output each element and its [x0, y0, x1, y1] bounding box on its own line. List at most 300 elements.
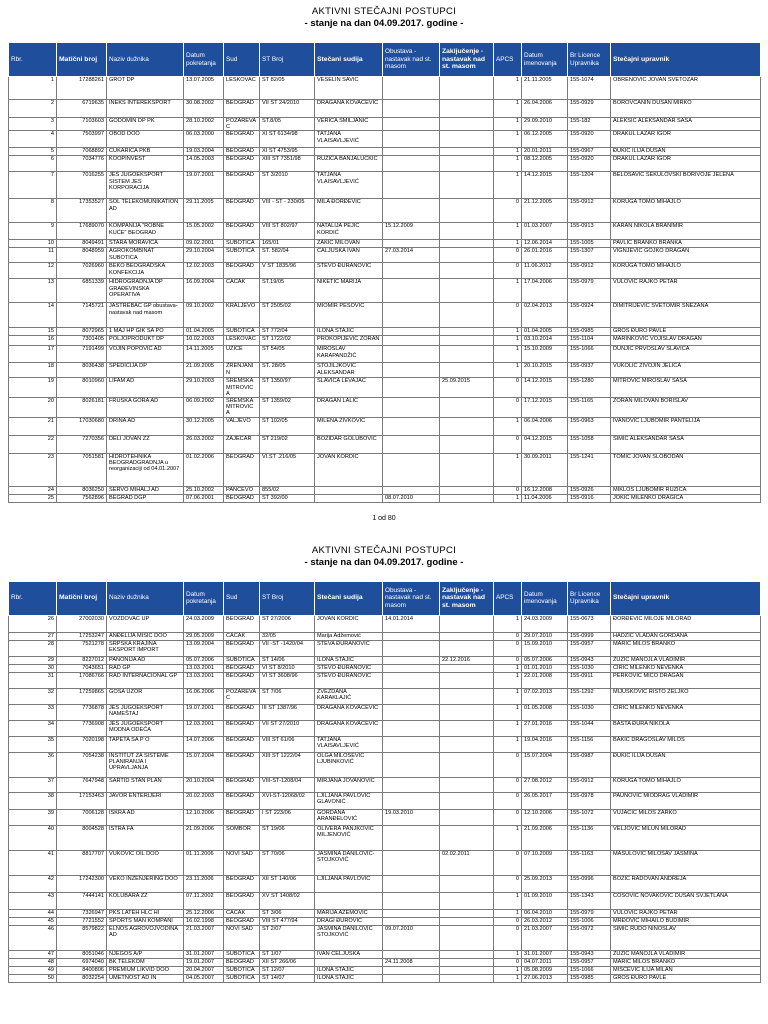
maticni-broj-cell: 8049491 — [57, 240, 107, 248]
obustava-cell — [383, 240, 440, 248]
datum-imenovanja-cell: 22.01.2008 — [522, 672, 568, 688]
rbr-cell: 2 — [9, 100, 57, 118]
rbr-cell: 36 — [9, 752, 57, 777]
licenca-cell: 155-0957 — [568, 958, 611, 966]
st-broj-cell: XI ST 4753/95 — [260, 148, 315, 156]
zakljucenje-cell — [440, 363, 494, 378]
column-header-lic: Br Licence Upravnika — [568, 43, 611, 77]
obustava-cell — [383, 825, 440, 850]
stecajni-sudija-cell: MILENA ŽIVKOVIĆ — [315, 417, 383, 435]
apcs-cell: 0 — [494, 809, 522, 825]
sud-cell: BEOGRAD — [224, 704, 260, 720]
rbr-cell: 12 — [9, 263, 57, 279]
stecajni-sudija-cell: VERICA SMILJANIĆ — [315, 118, 383, 131]
rbr-cell: 6 — [9, 156, 57, 172]
bankruptcy-table — [8, 581, 761, 983]
table-row — [9, 328, 761, 336]
obustava-cell — [383, 172, 440, 199]
st-broj-cell: XIII ST 7351/98 — [260, 156, 315, 172]
rbr-cell: 41 — [9, 850, 57, 875]
datum-pokretanja-cell: 19.07.2001 — [184, 172, 224, 199]
maticni-broj-cell: 7270356 — [57, 435, 107, 453]
naziv-duznika-cell: LIFAM AD — [107, 378, 184, 398]
table-row — [9, 950, 761, 958]
datum-imenovanja-cell: 05.07.2006 — [522, 656, 568, 664]
datum-imenovanja-cell: 06.04.2010 — [522, 909, 568, 917]
stecajni-sudija-cell: ILONA STAJIĆ — [315, 328, 383, 336]
maticni-broj-cell: 8817707 — [57, 850, 107, 875]
st-broj-cell: ST 2505/02 — [260, 303, 315, 328]
naziv-duznika-cell: OBOD DOO — [107, 131, 184, 148]
apcs-cell: 1 — [494, 148, 522, 156]
table-row — [9, 223, 761, 240]
datum-pokretanja-cell: 06.09.2002 — [184, 398, 224, 418]
rbr-cell: 39 — [9, 809, 57, 825]
stecajni-upravnik-cell: ĆIRIĆ MILENKO NEVENKA — [611, 664, 761, 672]
st-broj-cell: ST 102/05 — [260, 417, 315, 435]
naziv-duznika-cell: BK TELEKOM — [107, 958, 184, 966]
zakljucenje-cell — [440, 199, 494, 223]
datum-imenovanja-cell: 01.03.2007 — [522, 223, 568, 240]
stecajni-upravnik-cell: ĐORĐEVIĆ MILOJE MILORAD — [611, 615, 761, 632]
datum-pokretanja-cell: 26.03.2002 — [184, 435, 224, 453]
stecajni-upravnik-cell: BOROVČANIN DUŠAN MIRKO — [611, 100, 761, 118]
obustava-cell: 15.12.2009 — [383, 223, 440, 240]
column-header-imen: Datum imenovanja — [522, 581, 568, 615]
apcs-cell: 1 — [494, 966, 522, 974]
zakljucenje-cell — [440, 303, 494, 328]
sud-cell: SREMSKA MITROVICA — [224, 378, 260, 398]
obustava-cell — [383, 656, 440, 664]
apcs-cell: 0 — [494, 199, 522, 223]
licenca-cell: 155-1165 — [568, 398, 611, 418]
st-broj-cell: ST.19/05 — [260, 279, 315, 303]
rbr-cell: 15 — [9, 328, 57, 336]
naziv-duznika-cell: SOL TELEKOMUNIKATION AD — [107, 199, 184, 223]
table-row — [9, 363, 761, 378]
st-broj-cell: ST 27/2006 — [260, 615, 315, 632]
licenca-cell: 155-1280 — [568, 378, 611, 398]
rbr-cell: 45 — [9, 917, 57, 925]
st-broj-cell: ST. 28/05 — [260, 363, 315, 378]
stecajni-sudija-cell: MIOMIR PEŠOVIĆ — [315, 303, 383, 328]
rbr-cell: 46 — [9, 925, 57, 950]
zakljucenje-cell — [440, 328, 494, 336]
datum-pokretanja-cell: 13.03.2001 — [184, 664, 224, 672]
stecajni-sudija-cell: OLIVERA PANJKOVIĆ MILJENOVIĆ — [315, 825, 383, 850]
st-broj-cell: VI ST 8/2010 — [260, 664, 315, 672]
rbr-cell: 21 — [9, 417, 57, 435]
datum-imenovanja-cell: 14.12.2015 — [522, 378, 568, 398]
zakljucenje-cell — [440, 752, 494, 777]
maticni-broj-cell: 7521278 — [57, 640, 107, 656]
st-broj-cell: XIII ST 1222/04 — [260, 752, 315, 777]
st-broj-cell: 855/02 — [260, 486, 315, 494]
maticni-broj-cell: 8004528 — [57, 825, 107, 850]
stecajni-sudija-cell: MARIJA AŽEMOVIĆ — [315, 909, 383, 917]
stecajni-sudija-cell: TATJANA VLAISAVLJEVIĆ — [315, 131, 383, 148]
stecajni-upravnik-cell: PAUNOVIĆ MIODRAG VLADIMIR — [611, 792, 761, 809]
licenca-cell: 155-0929 — [568, 100, 611, 118]
maticni-broj-cell: 8072965 — [57, 328, 107, 336]
zakljucenje-cell — [440, 346, 494, 363]
column-header-obust: Obustava - nastavak nad st. masom — [383, 581, 440, 615]
column-header-lic: Br Licence Upravnika — [568, 581, 611, 615]
maticni-broj-cell: 7054238 — [57, 752, 107, 777]
table-row — [9, 346, 761, 363]
apcs-cell: 0 — [494, 303, 522, 328]
apcs-cell: 0 — [494, 486, 522, 494]
st-broj-cell: V ST 1835/96 — [260, 263, 315, 279]
column-header-broj: ST Broj — [260, 581, 315, 615]
st-broj-cell: ST 772/04 — [260, 328, 315, 336]
stecajni-sudija-cell — [315, 494, 383, 502]
naziv-duznika-cell: JASTREBAC GP obustava-nastavak nad masom — [107, 303, 184, 328]
licenca-cell: 155-1343 — [568, 892, 611, 909]
st-broj-cell: ST 82/05 — [260, 77, 315, 100]
page-header — [0, 545, 768, 581]
zakljucenje-cell: 25.09.2015 — [440, 378, 494, 398]
datum-pokretanja-cell: 20.04.2007 — [184, 966, 224, 974]
datum-imenovanja-cell: 04.12.2015 — [522, 435, 568, 453]
sud-cell: BEOGRAD — [224, 672, 260, 688]
st-broj-cell: ST 3/06 — [260, 909, 315, 917]
maticni-broj-cell: 17030680 — [57, 417, 107, 435]
sud-cell: VALJEVO — [224, 417, 260, 435]
stecajni-upravnik-cell: ŽUŽIĆ MANOJLA VLADIMIR — [611, 656, 761, 664]
table-row — [9, 809, 761, 825]
table-row — [9, 100, 761, 118]
apcs-cell: 0 — [494, 958, 522, 966]
obustava-cell — [383, 453, 440, 486]
obustava-cell — [383, 640, 440, 656]
table-row — [9, 672, 761, 688]
datum-pokretanja-cell: 16.02.1998 — [184, 917, 224, 925]
datum-pokretanja-cell: 14.11.2005 — [184, 346, 224, 363]
table-row — [9, 303, 761, 328]
datum-imenovanja-cell: 03.10.2014 — [522, 336, 568, 346]
licenca-cell: 155-0996 — [568, 875, 611, 892]
obustava-cell — [383, 346, 440, 363]
stecajni-sudija-cell: ILONA STAJIĆ — [315, 656, 383, 664]
column-header-upr: Stečajni upravnik — [611, 581, 761, 615]
maticni-broj-cell: 7736908 — [57, 720, 107, 736]
naziv-duznika-cell: VOJIN POPOVIĆ AD — [107, 346, 184, 363]
column-header-sud: Sud — [224, 581, 260, 615]
sud-cell: BEOGRAD — [224, 736, 260, 752]
datum-imenovanja-cell: 01.04.2005 — [522, 328, 568, 336]
sud-cell: BEOGRAD — [224, 875, 260, 892]
st-broj-cell: VI ST 3608/96 — [260, 672, 315, 688]
licenca-cell: 155-1072 — [568, 809, 611, 825]
sud-cell: BEOGRAD — [224, 917, 260, 925]
naziv-duznika-cell: POLJOPRODUKT DP — [107, 336, 184, 346]
maticni-broj-cell: 17153463 — [57, 792, 107, 809]
licenca-cell: 155-1006 — [568, 917, 611, 925]
sud-cell: BEOGRAD — [224, 172, 260, 199]
table-row — [9, 958, 761, 966]
datum-pokretanja-cell: 12.03.2001 — [184, 720, 224, 736]
datum-pokretanja-cell: 13.03.2001 — [184, 672, 224, 688]
zakljucenje-cell — [440, 263, 494, 279]
obustava-cell — [383, 398, 440, 418]
stecajni-upravnik-cell: MAŠULOVIĆ MILOSAV JASMINA — [611, 850, 761, 875]
datum-pokretanja-cell: 31.01.2007 — [184, 950, 224, 958]
apcs-cell: 1 — [494, 328, 522, 336]
stecajni-sudija-cell: TATJANA VLAISAVLJEVIĆ — [315, 172, 383, 199]
sud-cell: POŽAREVAC — [224, 118, 260, 131]
st-broj-cell: XII ST 266/06 — [260, 958, 315, 966]
datum-imenovanja-cell: 24.03.2009 — [522, 615, 568, 632]
column-header-rbr: Rbr. — [9, 581, 57, 615]
st-broj-cell: ST.8/05 — [260, 118, 315, 131]
sud-cell: ČAČAK — [224, 632, 260, 640]
naziv-duznika-cell: PREMIUM LIKVID DOO — [107, 966, 184, 974]
obustava-cell — [383, 131, 440, 148]
maticni-broj-cell: 8010960 — [57, 378, 107, 398]
apcs-cell: 1 — [494, 223, 522, 240]
stecajni-sudija-cell: PROKOPIJEVIĆ ZORAN — [315, 336, 383, 346]
sud-cell: BEOGRAD — [224, 131, 260, 148]
apcs-cell: 1 — [494, 688, 522, 704]
maticni-broj-cell: 17253247 — [57, 632, 107, 640]
stecajni-sudija-cell: NIKETIĆ MARIJA — [315, 279, 383, 303]
st-broj-cell: ST 219/02 — [260, 435, 315, 453]
stecajni-sudija-cell: STOJILJKOVIĆ ALEKSANDAR — [315, 363, 383, 378]
stecajni-upravnik-cell: MIJUŠKOVIĆ RISTO ŽELJKO — [611, 688, 761, 704]
table-row — [9, 752, 761, 777]
apcs-cell: 0 — [494, 850, 522, 875]
stecajni-upravnik-cell: ĆIRIĆ MILENKO NEVENKA — [611, 704, 761, 720]
st-broj-cell: XII ST 140/06 — [260, 875, 315, 892]
stecajni-sudija-cell: MILA ĐORĐEVIĆ — [315, 199, 383, 223]
st-broj-cell: I ST 223/06 — [260, 809, 315, 825]
datum-pokretanja-cell: 19.03.2004 — [184, 148, 224, 156]
datum-imenovanja-cell: 02.04.2013 — [522, 303, 568, 328]
maticni-broj-cell: 7721552 — [57, 917, 107, 925]
table-row — [9, 736, 761, 752]
obustava-cell — [383, 148, 440, 156]
naziv-duznika-cell: FRUŠKA GORA AD — [107, 398, 184, 418]
licenca-cell: 155-1030 — [568, 664, 611, 672]
maticni-broj-cell: 17288261 — [57, 77, 107, 100]
licenca-cell: 155-0912 — [568, 199, 611, 223]
stecajni-sudija-cell: STEVO ĐURANOVIĆ — [315, 263, 383, 279]
datum-imenovanja-cell: 21.03.2007 — [522, 925, 568, 950]
licenca-cell: 155-0911 — [568, 672, 611, 688]
apcs-cell: 0 — [494, 248, 522, 263]
maticni-broj-cell: 8227012 — [57, 656, 107, 664]
obustava-cell — [383, 917, 440, 925]
apcs-cell: 1 — [494, 704, 522, 720]
licenca-cell: 155-1044 — [568, 720, 611, 736]
naziv-duznika-cell: VOŽDOVAC UP — [107, 615, 184, 632]
st-broj-cell: VIII - ST - 230/05 — [260, 199, 315, 223]
obustava-cell — [383, 435, 440, 453]
sud-cell: BEOGRAD — [224, 494, 260, 502]
st-broj-cell: VII -ST -1420/04 — [260, 640, 315, 656]
st-broj-cell: ST 70/06 — [260, 850, 315, 875]
sud-cell: SUBOTICA — [224, 966, 260, 974]
datum-pokretanja-cell: 24.03.2009 — [184, 615, 224, 632]
obustava-cell — [383, 875, 440, 892]
table-row — [9, 892, 761, 909]
sud-cell: NOVI SAD — [224, 925, 260, 950]
apcs-cell: 1 — [494, 100, 522, 118]
stecajni-upravnik-cell: ĐUKIĆ ILIJA DUŠAN — [611, 148, 761, 156]
naziv-duznika-cell: PKS LATEH HLC HI — [107, 909, 184, 917]
column-header-zaklj: Zaključenje - nastavak nad st. masom — [440, 581, 494, 615]
naziv-duznika-cell: STARA MORAVICA — [107, 240, 184, 248]
licenca-cell: 155-1066 — [568, 346, 611, 363]
stecajni-upravnik-cell: BAKIĆ DRAGOSLAV MILOŠ — [611, 736, 761, 752]
st-broj-cell: VIII ST 61/06 — [260, 736, 315, 752]
rbr-cell: 16 — [9, 336, 57, 346]
datum-pokretanja-cell: 19.07.2001 — [184, 704, 224, 720]
obustava-cell — [383, 336, 440, 346]
obustava-cell: 14.01.2014 — [383, 615, 440, 632]
rbr-cell: 29 — [9, 656, 57, 664]
stecajni-upravnik-cell: MISĆEVIĆ ILIJA MILAN — [611, 966, 761, 974]
obustava-cell — [383, 363, 440, 378]
zakljucenje-cell — [440, 925, 494, 950]
st-broj-cell: III ST 1387/96 — [260, 704, 315, 720]
datum-pokretanja-cell: 09.02.2001 — [184, 240, 224, 248]
rbr-cell: 17 — [9, 346, 57, 363]
table-row — [9, 417, 761, 435]
zakljucenje-cell — [440, 494, 494, 502]
datum-pokretanja-cell: 10.02.2003 — [184, 336, 224, 346]
datum-imenovanja-cell: 12.06.2014 — [522, 240, 568, 248]
table-row — [9, 615, 761, 632]
licenca-cell: 155-0937 — [568, 363, 611, 378]
zakljucenje-cell — [440, 664, 494, 672]
datum-pokretanja-cell: 14.07.2006 — [184, 736, 224, 752]
apcs-cell: 0 — [494, 640, 522, 656]
naziv-duznika-cell: INSTITUT ZA SISTEME PLANIRANJA I UPRAVLJANJA — [107, 752, 184, 777]
maticni-broj-cell: 8026181 — [57, 398, 107, 418]
apcs-cell: 1 — [494, 453, 522, 486]
stecajni-sudija-cell: IVAN ČELJUSKA — [315, 950, 383, 958]
stecajni-sudija-cell: JOVAN KORDIĆ — [315, 453, 383, 486]
zakljucenje-cell — [440, 640, 494, 656]
table-row — [9, 974, 761, 982]
zakljucenje-cell — [440, 950, 494, 958]
maticni-broj-cell: 17353527 — [57, 199, 107, 223]
naziv-duznika-cell: INEKS INTEREKSPORT — [107, 100, 184, 118]
obustava-cell — [383, 752, 440, 777]
sud-cell: BEOGRAD — [224, 453, 260, 486]
maticni-broj-cell: 17259865 — [57, 688, 107, 704]
apcs-cell: 1 — [494, 240, 522, 248]
stecajni-upravnik-cell: PERKOVIĆ MICO DRAGAN — [611, 672, 761, 688]
licenca-cell: 155-1074 — [568, 77, 611, 100]
column-header-mb: Matični broj — [57, 581, 107, 615]
rbr-cell: 35 — [9, 736, 57, 752]
maticni-broj-cell: 7051581 — [57, 453, 107, 486]
table-row — [9, 336, 761, 346]
datum-pokretanja-cell: 29.05.2009 — [184, 632, 224, 640]
stecajni-upravnik-cell: KORUGA TOMO MIHAJLO — [611, 199, 761, 223]
datum-imenovanja-cell: 14.12.2015 — [522, 172, 568, 199]
rbr-cell: 1 — [9, 77, 57, 100]
stecajni-upravnik-cell: DUNJIĆ PRVOSLAV SLAVICA — [611, 346, 761, 363]
licenca-cell: 155-0985 — [568, 328, 611, 336]
naziv-duznika-cell: HIDROGRADNJA DP GRAĐEVINSKA OPERATIVA — [107, 279, 184, 303]
datum-pokretanja-cell: 30.08.2002 — [184, 100, 224, 118]
stecajni-upravnik-cell: GROS ĐURO PAVLE — [611, 328, 761, 336]
datum-pokretanja-cell: 15.05.2002 — [184, 223, 224, 240]
table-row — [9, 453, 761, 486]
maticni-broj-cell: 6974040 — [57, 958, 107, 966]
sud-cell: UŽICE — [224, 346, 260, 363]
zakljucenje-cell — [440, 917, 494, 925]
sud-cell: LESKOVAC — [224, 336, 260, 346]
rbr-cell: 7 — [9, 172, 57, 199]
apcs-cell: 0 — [494, 925, 522, 950]
maticni-broj-cell: 7444141 — [57, 892, 107, 909]
obustava-cell — [383, 664, 440, 672]
table-row — [9, 248, 761, 263]
datum-pokretanja-cell: 12.10.2006 — [184, 809, 224, 825]
stecajni-upravnik-cell: BELOSAVIĆ SEKULOVSKI BORIVOJE JELENA — [611, 172, 761, 199]
licenca-cell: 155-0985 — [568, 974, 611, 982]
apcs-cell: 1 — [494, 279, 522, 303]
st-broj-cell: ST 1722/02 — [260, 336, 315, 346]
datum-imenovanja-cell: 31.01.2007 — [522, 950, 568, 958]
licenca-cell: 155-0920 — [568, 156, 611, 172]
naziv-duznika-cell: KOOPINVEST — [107, 156, 184, 172]
stecajni-upravnik-cell: BOŽIĆ RADOVAN ANDREJA — [611, 875, 761, 892]
obustava-cell — [383, 704, 440, 720]
licenca-cell: 155-0987 — [568, 752, 611, 777]
st-broj-cell: ST 392/00 — [260, 494, 315, 502]
naziv-duznika-cell: PANONIJA AD — [107, 656, 184, 664]
sud-cell: SUBOTICA — [224, 240, 260, 248]
stecajni-upravnik-cell: VULOVIĆ RAJKO PETAR — [611, 279, 761, 303]
stecajni-sudija-cell: LJILJANA PAVLOVIĆ GLAVONIĆ — [315, 792, 383, 809]
licenca-cell: 155-0943 — [568, 950, 611, 958]
table-row — [9, 640, 761, 656]
table-row — [9, 156, 761, 172]
naziv-duznika-cell: ANĐELIJA MIŠIĆ DOO — [107, 632, 184, 640]
bankruptcy-table — [8, 42, 761, 503]
rbr-cell: 44 — [9, 909, 57, 917]
datum-imenovanja-cell: 15.10.2009 — [522, 346, 568, 363]
column-header-broj: ST Broj — [260, 43, 315, 77]
stecajni-sudija-cell: JOVAN KORDIĆ — [315, 615, 383, 632]
table-row — [9, 279, 761, 303]
naziv-duznika-cell: SPORTS MAN KOMPANI — [107, 917, 184, 925]
maticni-broj-cell: 8036250 — [57, 486, 107, 494]
table-row — [9, 917, 761, 925]
stecajni-sudija-cell: TATJANA VLAISAVLJEVIĆ — [315, 736, 383, 752]
obustava-cell: 27.03.2014 — [383, 248, 440, 263]
stecajni-upravnik-cell: KORUGA TOMO MIHAJLO — [611, 263, 761, 279]
sud-cell: PANČEVO — [224, 486, 260, 494]
column-header-naziv: Naziv dužnika — [107, 43, 184, 77]
table-row — [9, 909, 761, 917]
table-header — [9, 43, 761, 77]
rbr-cell: 47 — [9, 950, 57, 958]
column-header-rbr: Rbr. — [9, 43, 57, 77]
stecajni-sudija-cell: JASMINA DANILOVIĆ STOJKOVIĆ — [315, 925, 383, 950]
zakljucenje-cell — [440, 777, 494, 792]
datum-pokretanja-cell: 25.10.2002 — [184, 486, 224, 494]
stecajni-sudija-cell: ČALJUSKA IVAN — [315, 248, 383, 263]
licenca-cell: 155-0943 — [568, 656, 611, 664]
table-row — [9, 632, 761, 640]
